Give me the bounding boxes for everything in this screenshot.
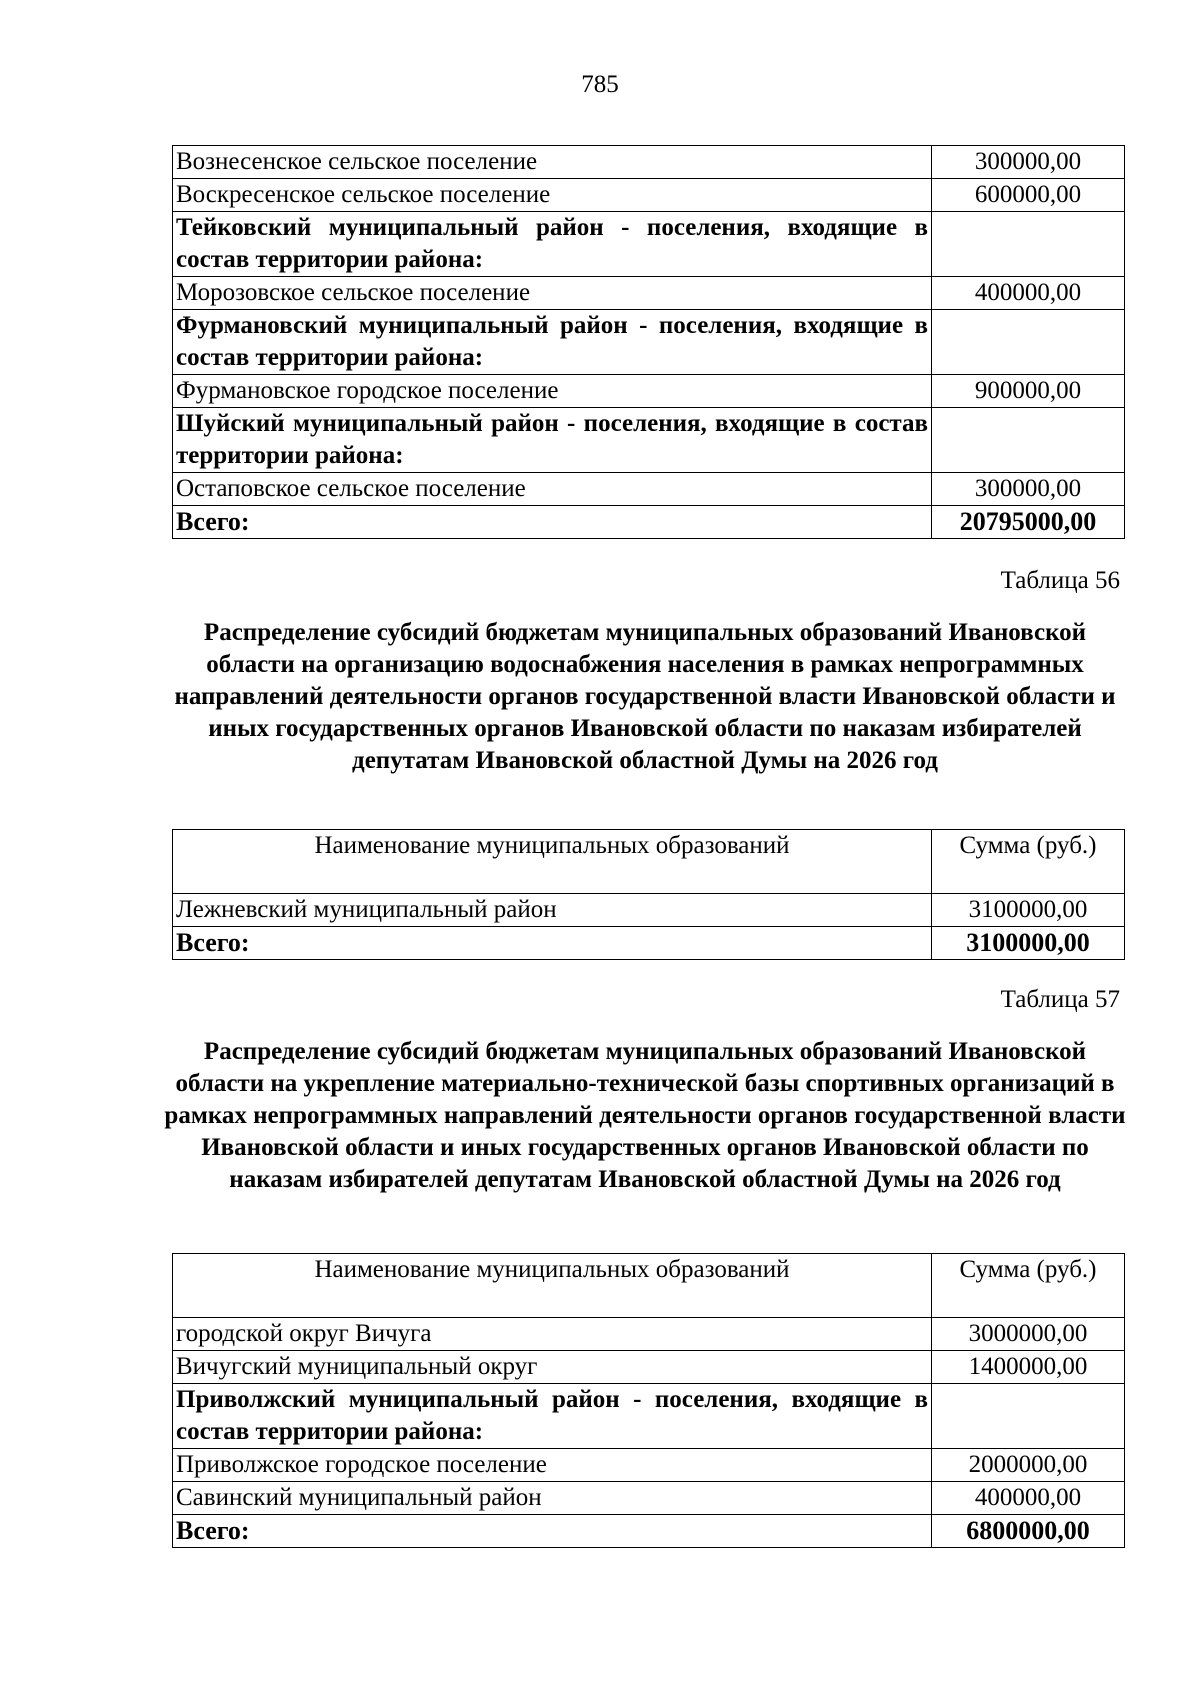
- total-row: [173, 1515, 1125, 1548]
- table-row: [173, 179, 1125, 212]
- row-sum: 400000,00: [932, 1482, 1125, 1515]
- table-56: [172, 829, 1125, 960]
- table-row: [173, 1449, 1125, 1482]
- row-name: Остаповское сельское поселение: [173, 473, 932, 506]
- total-sum: 6800000,00: [932, 1515, 1125, 1548]
- table-header: [173, 830, 1125, 894]
- table-56-title: Распределение субсидий бюджетам муниципальных образований Ивановской области на организацию водоснабжения населения в рамках непрограммных направлений деятельности органов государственной власти Ивановской области и иных государственных органов Ивановской области по наказам избирателей депутатам Ивановской областной Думы на 2026 год: [174, 619, 1116, 774]
- table-row: [173, 212, 1125, 277]
- row-name: Фурмановское городское поселение: [173, 375, 932, 408]
- row-sum: 400000,00: [932, 277, 1125, 310]
- group-heading: Шуйский муниципальный район - поселения, входящие в состав территории района:: [173, 408, 932, 473]
- row-sum: [932, 212, 1125, 277]
- table-row: [173, 1351, 1125, 1384]
- row-sum: 3100000,00: [932, 894, 1125, 927]
- total-label: Всего:: [173, 927, 932, 960]
- row-sum: [932, 1384, 1125, 1449]
- row-name: Лежневский муниципальный район: [173, 894, 932, 927]
- table-row: [173, 1482, 1125, 1515]
- page-number: 785: [581, 71, 619, 98]
- header-sum: Сумма (руб.): [932, 1254, 1125, 1318]
- row-name: городской округ Вичуга: [173, 1318, 932, 1351]
- row-name: Приволжское городское поселение: [173, 1449, 932, 1482]
- group-heading: Приволжский муниципальный район - поселения, входящие в состав территории района:: [173, 1384, 932, 1449]
- row-sum: [932, 310, 1125, 375]
- row-name: Савинский муниципальный район: [173, 1482, 932, 1515]
- row-name: Вознесенское сельское поселение: [173, 146, 932, 179]
- table-56-label: Таблица 56: [1000, 567, 1120, 594]
- table-row: [173, 894, 1125, 927]
- total-sum: 3100000,00: [932, 927, 1125, 960]
- row-name: Морозовское сельское поселение: [173, 277, 932, 310]
- row-sum: 300000,00: [932, 473, 1125, 506]
- table-row: [173, 1384, 1125, 1449]
- table-57-title: Распределение субсидий бюджетам муниципальных образований Ивановской области на укрепление материально-технической базы спортивных организаций в рамках непрограммных направлений деятельности органов государственной власти Ивановской области и иных государственных органов Ивановской области по наказам избирателей депутатам Ивановской областной Думы на 2026 год: [164, 1038, 1126, 1193]
- row-name: Воскресенское сельское поселение: [173, 179, 932, 212]
- total-label: Всего:: [173, 506, 932, 539]
- total-row: [173, 927, 1125, 960]
- total-row: [173, 506, 1125, 539]
- row-sum: 3000000,00: [932, 1318, 1125, 1351]
- row-sum: 300000,00: [932, 146, 1125, 179]
- table-57-label: Таблица 57: [1000, 986, 1120, 1013]
- row-sum: [932, 408, 1125, 473]
- row-name: Вичугский муниципальный округ: [173, 1351, 932, 1384]
- table-header: [173, 1254, 1125, 1318]
- row-sum: 1400000,00: [932, 1351, 1125, 1384]
- group-heading: Фурмановский муниципальный район - поселения, входящие в состав территории района:: [173, 310, 932, 375]
- table-row: [173, 1318, 1125, 1351]
- header-sum: Сумма (руб.): [932, 830, 1125, 894]
- table-row: [173, 375, 1125, 408]
- group-heading: Тейковский муниципальный район - поселения, входящие в состав территории района:: [173, 212, 932, 277]
- table-row: [173, 310, 1125, 375]
- total-sum: 20795000,00: [932, 506, 1125, 539]
- total-label: Всего:: [173, 1515, 932, 1548]
- table-57: [172, 1253, 1125, 1548]
- table-row: [173, 408, 1125, 473]
- row-sum: 900000,00: [932, 375, 1125, 408]
- header-name: Наименование муниципальных образований: [173, 1254, 932, 1318]
- table-row: [173, 146, 1125, 179]
- table-row: [173, 473, 1125, 506]
- row-sum: 2000000,00: [932, 1449, 1125, 1482]
- table-row: [173, 277, 1125, 310]
- row-sum: 600000,00: [932, 179, 1125, 212]
- header-name: Наименование муниципальных образований: [173, 830, 932, 894]
- table-continuation: [172, 145, 1125, 539]
